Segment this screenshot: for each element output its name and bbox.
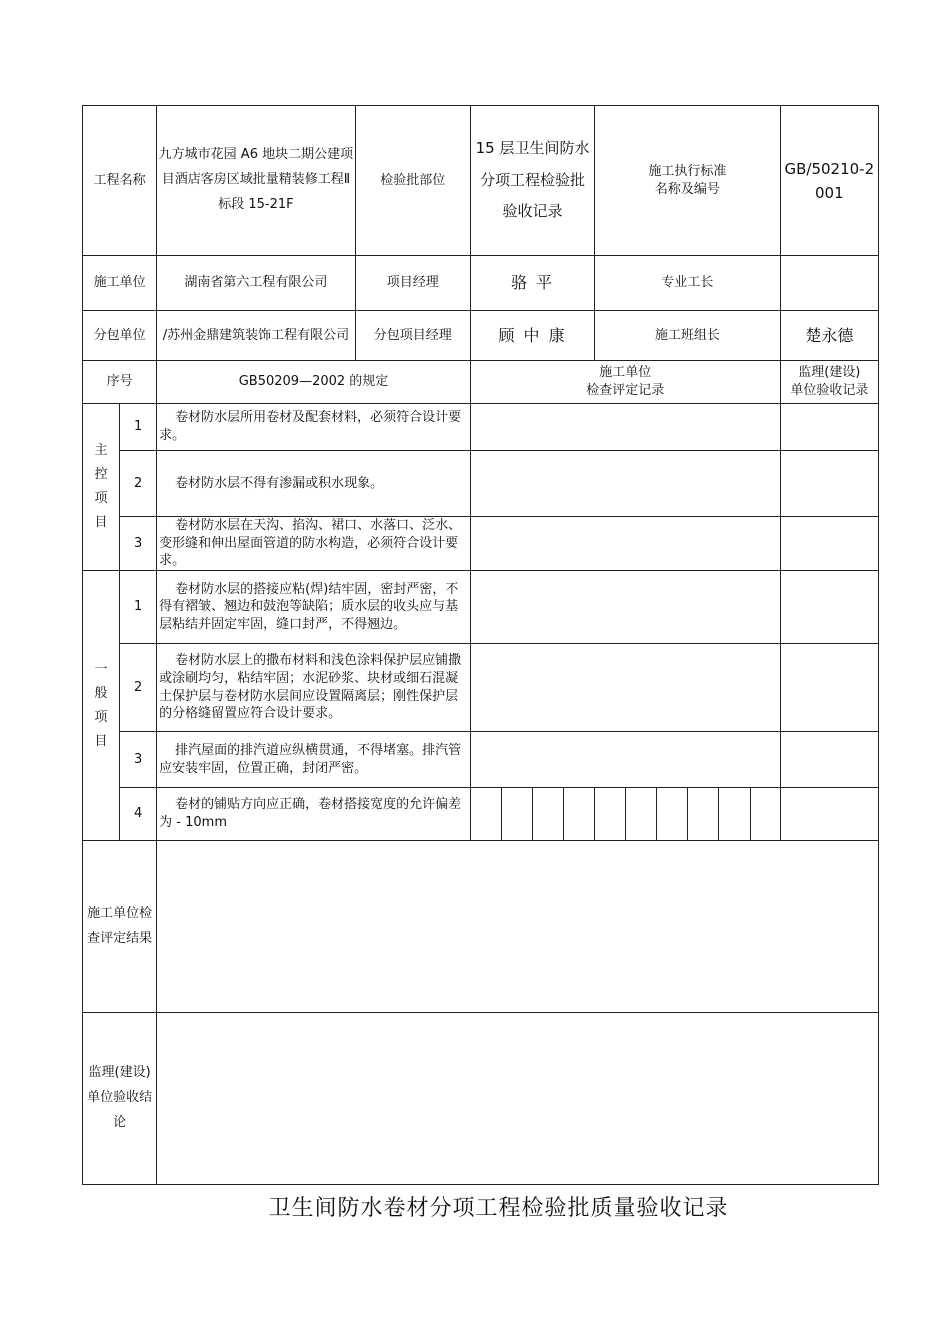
main-item-check-cell[interactable]	[470, 404, 780, 451]
foreman-value	[780, 256, 878, 311]
deviation-cell[interactable]	[688, 788, 719, 841]
main-group-char: 控	[94, 467, 108, 482]
project-name-value: 九方城市花园 A6 地块二期公建项目酒店客房区域批量精装修工程Ⅱ标段 15-21F	[157, 106, 355, 256]
general-item-check-cell[interactable]	[470, 644, 780, 732]
main-group-char: 目	[94, 515, 108, 530]
subcontractor-value: /苏州金鼎建筑装饰工程有限公司	[157, 311, 355, 361]
general-group-char: 一	[94, 661, 108, 677]
main-item-supervisor-cell[interactable]	[780, 404, 878, 451]
pm-label: 项目经理	[355, 256, 470, 311]
contractor-result-cell[interactable]	[157, 841, 879, 1013]
general-item-check-cell[interactable]	[470, 571, 780, 644]
main-group-char: 项	[94, 491, 108, 506]
standard-label	[595, 106, 780, 256]
deviation-cell[interactable]	[626, 788, 657, 841]
standard-label-line2: 名称及编号	[654, 181, 720, 197]
general-item-text: 卷材防水层上的撒布材料和浅色涂料保护层应铺撒或涂刷均匀，粘结牢固；水泥砂浆、块材或细石混凝土保护层与卷材防水层间应设置隔离层；刚性保护层的分格缝留置应符合设计要求。	[157, 644, 471, 732]
general-item-no: 2	[120, 644, 157, 732]
deviation-cell[interactable]	[595, 788, 626, 841]
contractor-check-header-line2: 检查评定记录	[586, 383, 665, 398]
deviation-cell[interactable]	[501, 788, 532, 841]
supervisor-check-header-line2: 单位验收记录	[790, 383, 869, 398]
general-group-char: 目	[94, 733, 108, 749]
main-item-check-cell[interactable]	[470, 451, 780, 517]
supervisor-result-cell[interactable]	[157, 1013, 879, 1185]
general-item-check-cell[interactable]	[470, 732, 780, 788]
general-group-char: 项	[94, 709, 108, 725]
main-item-no: 3	[120, 517, 157, 571]
deviation-cell[interactable]	[719, 788, 750, 841]
general-item-text: 排汽屋面的排汽道应纵横贯通，不得堵塞。排汽管应安装牢固，位置正确，封闭严密。	[157, 732, 471, 788]
standard-label-line1: 施工执行标准	[648, 163, 727, 179]
supervisor-check-header	[780, 361, 878, 404]
general-item-supervisor-cell[interactable]	[780, 732, 878, 788]
sub-pm-label: 分包项目经理	[355, 311, 470, 361]
standard-value: GB/50210-2001	[780, 106, 878, 256]
contractor-check-header	[470, 361, 780, 404]
foreman-label: 专业工长	[595, 256, 780, 311]
general-item-supervisor-cell[interactable]	[780, 644, 878, 732]
document-caption: 卫生间防水卷材分项工程检验批质量验收记录	[268, 1196, 729, 1221]
contractor-check-header-line1: 施工单位	[599, 365, 652, 381]
main-item-text: 卷材防水层在天沟、掐沟、裙口、水落口、泛水、变形缝和伸出屋面管道的防水构造，必须符合设计要求。	[157, 517, 471, 571]
team-leader-label: 施工班组长	[595, 311, 780, 361]
batch-location-value: 15 层卫生间防水分项工程检验批验收记录	[470, 106, 594, 256]
deviation-cell[interactable]	[533, 788, 564, 841]
main-item-check-cell[interactable]	[470, 517, 780, 571]
main-group-char: 主	[94, 443, 108, 458]
main-item-no: 2	[120, 451, 157, 517]
general-item-no: 4	[120, 788, 157, 841]
general-group-char: 般	[94, 685, 108, 701]
batch-location-label: 检验批部位	[355, 106, 470, 256]
deviation-cell[interactable]	[470, 788, 501, 841]
general-items-group-label	[83, 571, 120, 841]
main-items-group-label	[83, 404, 120, 571]
deviation-cell[interactable]	[750, 788, 780, 841]
subcontractor-label: 分包单位	[83, 311, 157, 361]
sub-pm-value: 顾 中 康	[470, 311, 594, 361]
spec-header: GB50209—2002 的规定	[157, 361, 471, 404]
contractor-value: 湖南省第六工程有限公司	[157, 256, 355, 311]
main-item-supervisor-cell[interactable]	[780, 517, 878, 571]
general-item-text: 卷材防水层的搭接应粘(焊)结牢固，密封严密，不得有褶皱、翘边和鼓泡等缺陷；质水层的收头应与基层粘结并固定牢固，缝口封严，不得翘边。	[157, 571, 471, 644]
supervisor-result-label: 监理(建设)单位验收结论	[83, 1013, 157, 1185]
pm-value: 骆 平	[470, 256, 594, 311]
contractor-result-label: 施工单位检查评定结果	[83, 841, 157, 1013]
inspection-form-table	[82, 105, 879, 1185]
main-item-supervisor-cell[interactable]	[780, 451, 878, 517]
deviation-cell[interactable]	[564, 788, 595, 841]
seq-header: 序号	[83, 361, 157, 404]
team-leader-value: 楚永德	[780, 311, 878, 361]
supervisor-check-header-line1: 监理(建设)	[798, 365, 861, 381]
main-item-no: 1	[120, 404, 157, 451]
deviation-cell[interactable]	[657, 788, 688, 841]
general-item-no: 3	[120, 732, 157, 788]
contractor-label: 施工单位	[83, 256, 157, 311]
main-item-text: 卷材防水层所用卷材及配套材料，必须符合设计要求。	[157, 404, 471, 451]
general-item-no: 1	[120, 571, 157, 644]
general-item-supervisor-cell[interactable]	[780, 571, 878, 644]
general-item-text: 卷材的铺贴方向应正确，卷材搭接宽度的允许偏差为 - 10mm	[157, 788, 471, 841]
main-item-text: 卷材防水层不得有渗漏或积水现象。	[157, 451, 471, 517]
project-name-label: 工程名称	[83, 106, 157, 256]
general-item-supervisor-cell[interactable]	[780, 788, 878, 841]
